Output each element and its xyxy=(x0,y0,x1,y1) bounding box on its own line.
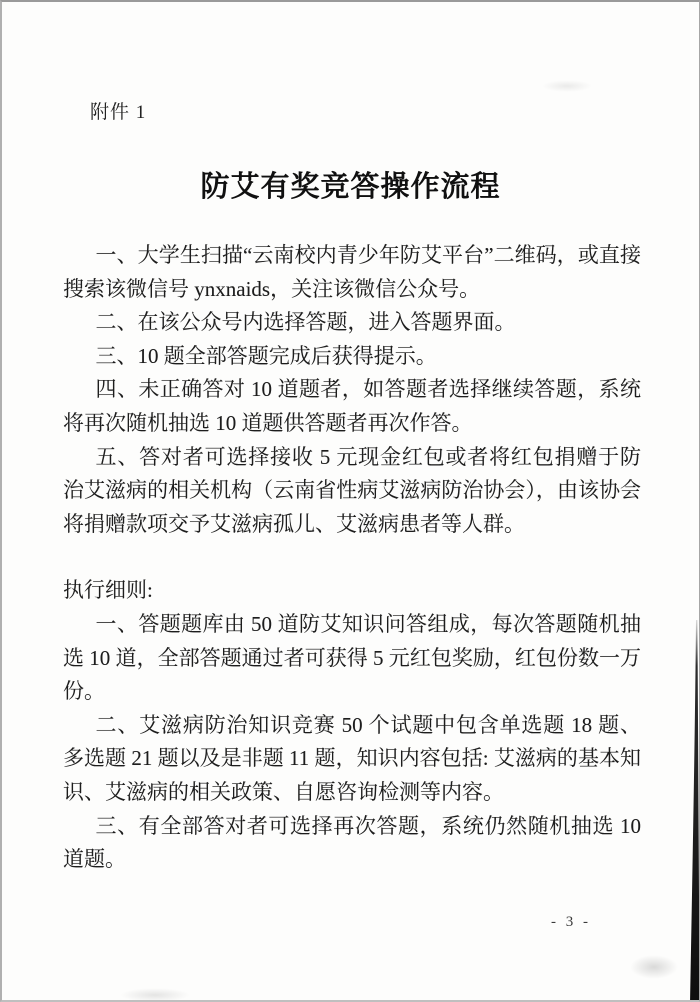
document-body xyxy=(63,239,641,877)
page-number: - 3 - xyxy=(551,914,591,930)
scan-smudge xyxy=(630,955,678,979)
paragraph: 三、10 题全部答题完成后获得提示。 xyxy=(95,343,437,368)
paragraph: 二、在该公众号内选择答题，进入答题界面。 xyxy=(95,310,516,335)
paragraph: 三、有全部答对者可选择再次答题，系统仍然随机抽选 10 道题。 xyxy=(63,813,641,872)
paragraph: 五、答对者可选择接收 5 元现金红包或者将红包捐赠于防治艾滋病的相关机构（云南省性病艾滋病防治协会），由该协会将捐赠款项交予艾滋病孤儿、艾滋病患者等人群。 xyxy=(63,444,641,536)
paragraph: 二、艾滋病防治知识竞赛 50 个试题中包含单选题 18 题、多选题 21 题以及是非题 11 题，知识内容包括: 艾滋病的基本知识、艾滋病的相关政策、自愿咨询检测等内容。 xyxy=(63,712,641,804)
attachment-label: 附件 1 xyxy=(90,102,147,123)
paragraph: 一、大学生扫描“云南校内青少年防艾平台”二维码，或直接搜索该微信号 ynxnaids，关注该微信公众号。 xyxy=(63,243,641,301)
paragraph: 执行细则: xyxy=(63,578,153,603)
paragraph: 一、答题题库由 50 道防艾知识问答组成，每次答题随机抽选 10 道，全部答题通过者可获得 5 元红包奖励，红包份数一万份。 xyxy=(63,611,641,704)
paragraph: 四、未正确答对 10 道题者，如答题者选择继续答题，系统将再次随机抽选 10 道题供答题者再次作答。 xyxy=(63,377,641,435)
scan-smudge xyxy=(120,988,190,1002)
scan-artifact-right-edge-bar xyxy=(688,620,700,1002)
document-title: 防艾有奖竞答操作流程 xyxy=(200,171,501,203)
scan-smudge xyxy=(542,80,592,92)
